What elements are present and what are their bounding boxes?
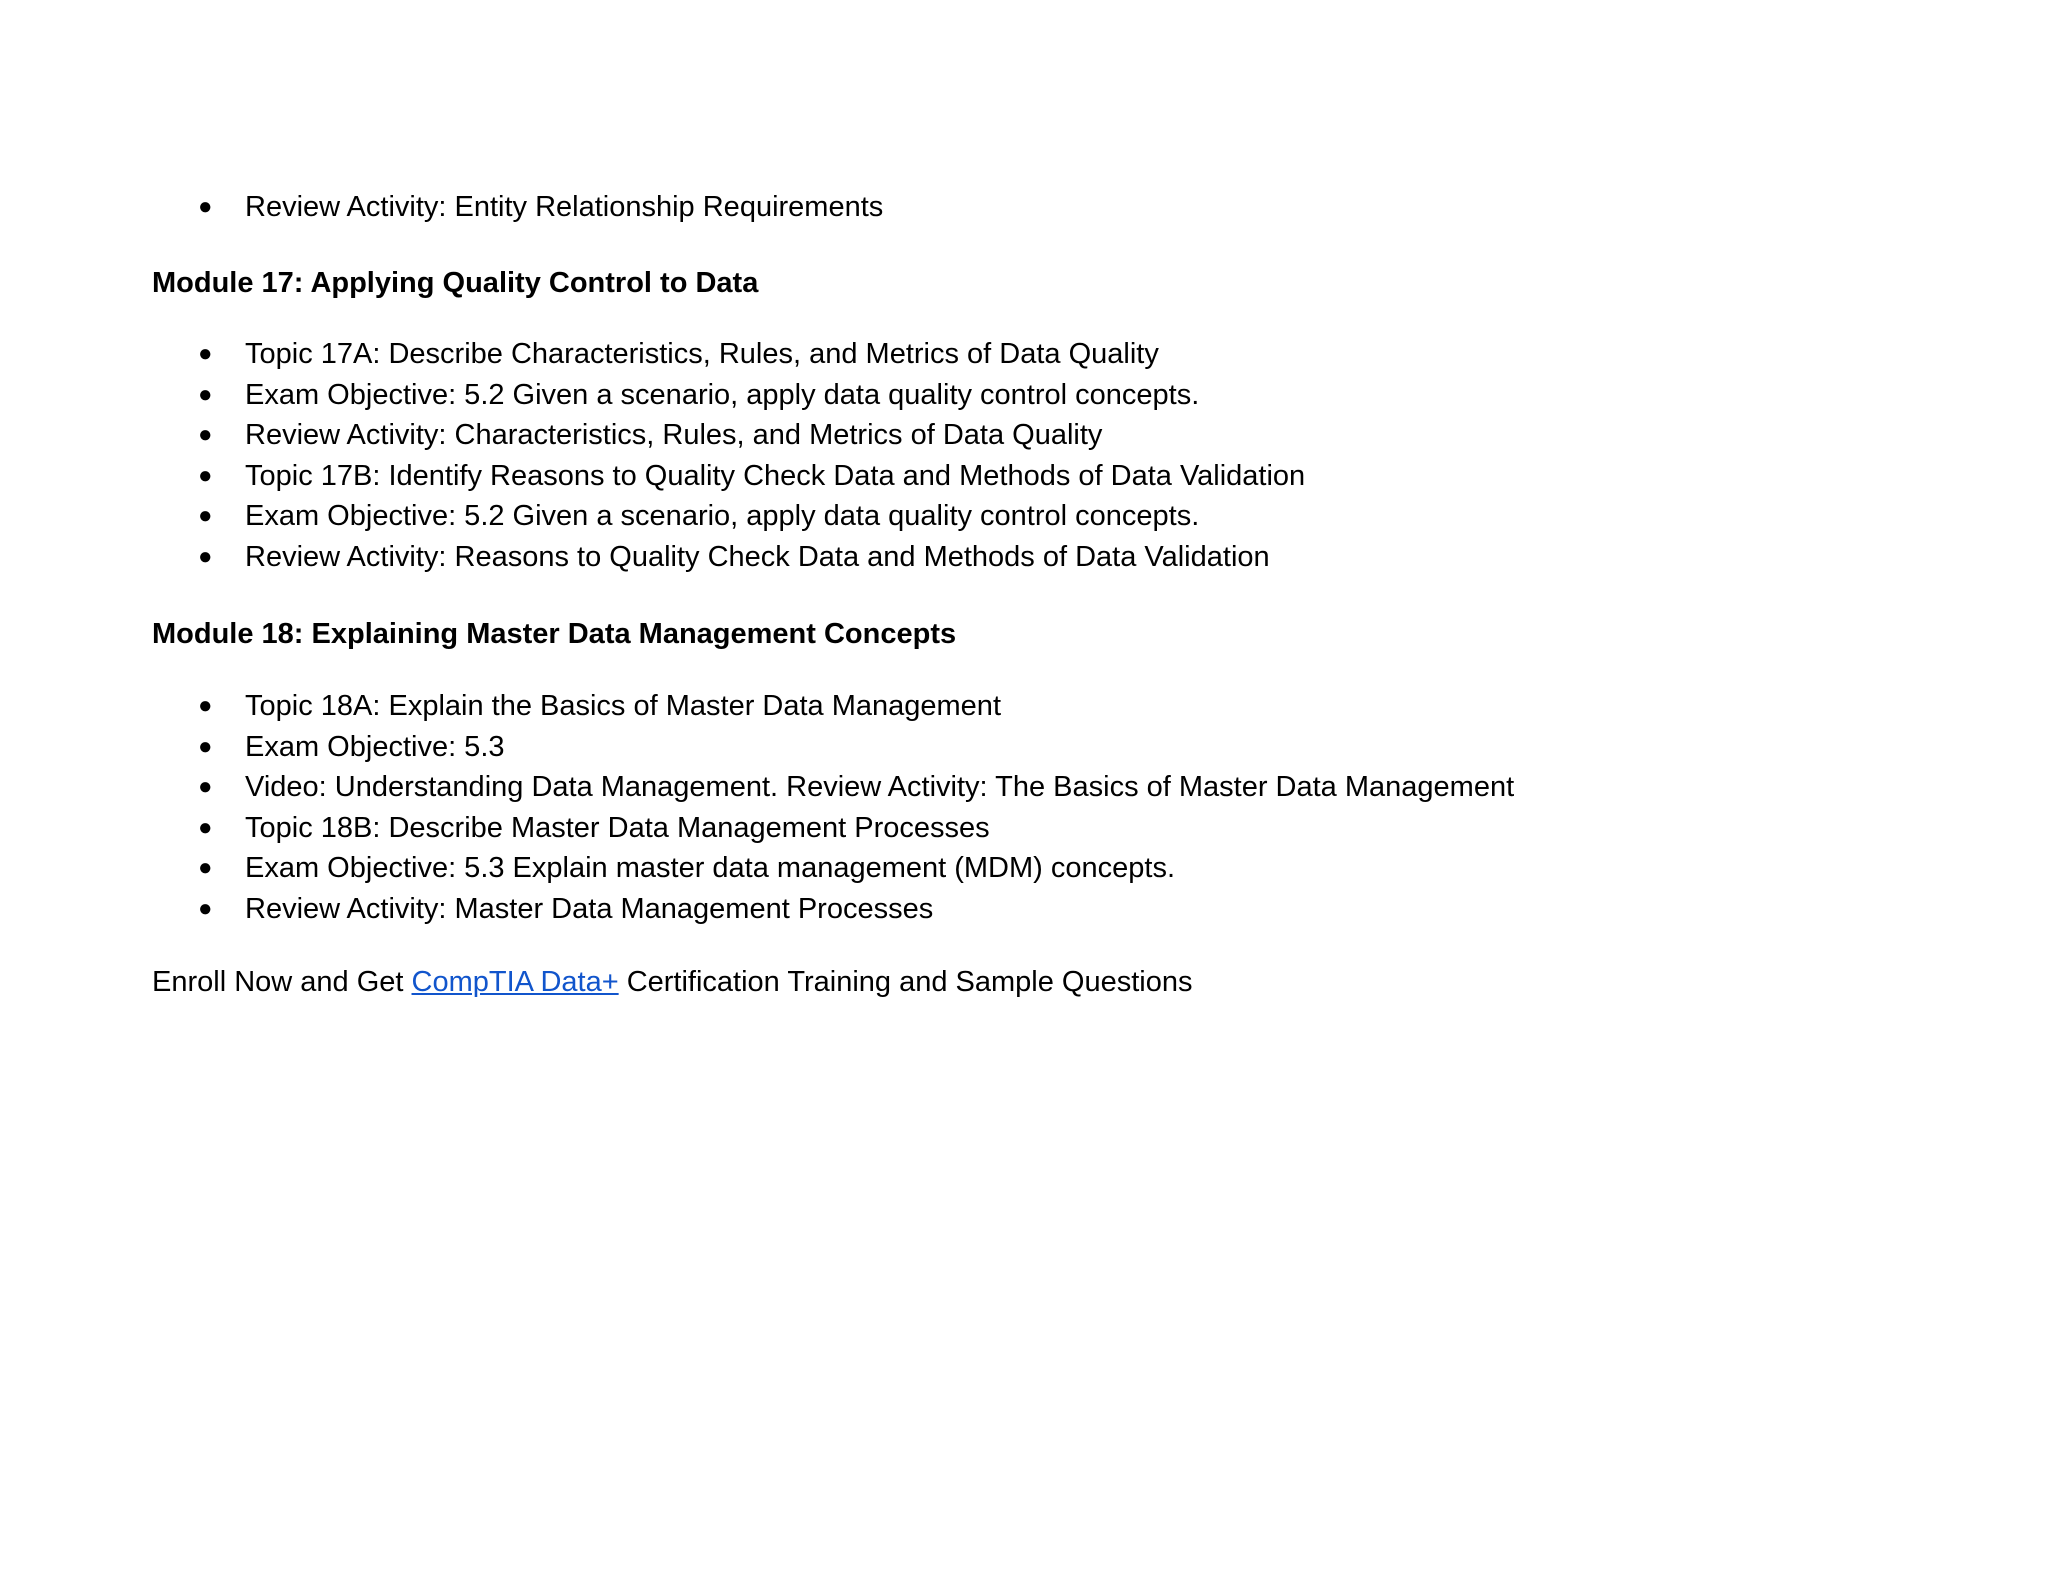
bullet-icon: ●	[198, 773, 213, 800]
list-item-text: Exam Objective: 5.3	[245, 730, 505, 763]
enroll-paragraph	[152, 962, 1193, 1002]
list-item-text: Topic 18A: Explain the Basics of Master Data Management	[245, 690, 1001, 722]
list-item-text: Video: Understanding Data Management. Review Activity: The Basics of Master Data Management	[245, 771, 1515, 803]
bullet-icon: ●	[198, 421, 213, 448]
bullet-icon: ●	[198, 692, 213, 719]
list-item-text: Review Activity: Master Data Management Processes	[245, 892, 934, 925]
list-item-text: Exam Objective: 5.2 Given a scenario, apply data quality control concepts.	[245, 378, 1200, 411]
list-item-text: Exam Objective: 5.3 Explain master data management (MDM) concepts.	[245, 852, 1175, 884]
bullet-icon: ●	[198, 542, 213, 570]
list-item-text: Review Activity: Entity Relationship Requirements	[245, 191, 884, 223]
enroll-prefix-text: Enroll Now and Get	[152, 966, 412, 998]
bullet-icon: ●	[198, 732, 213, 760]
module-17-heading: Module 17: Applying Quality Control to Data	[152, 267, 759, 299]
bullet-icon: ●	[198, 894, 213, 922]
bullet-icon: ●	[198, 854, 213, 881]
bullet-icon: ●	[198, 380, 213, 408]
list-item-text: Topic 17B: Identify Reasons to Quality Check Data and Methods of Data Validation	[245, 459, 1306, 492]
bullet-icon: ●	[198, 340, 213, 367]
bullet-icon: ●	[198, 461, 213, 489]
bullet-icon: ●	[198, 502, 213, 529]
comptia-data-plus-link[interactable]: CompTIA Data+	[411, 966, 619, 998]
list-item-text: Topic 17A: Describe Characteristics, Rules, and Metrics of Data Quality	[245, 338, 1159, 370]
bullet-icon: ●	[198, 193, 213, 220]
list-item-text: Review Activity: Characteristics, Rules, and Metrics of Data Quality	[245, 419, 1103, 451]
bullet-icon: ●	[198, 813, 213, 841]
enroll-suffix-text: Certification Training and Sample Questions	[618, 966, 1193, 998]
list-item-text: Topic 18B: Describe Master Data Management Processes	[245, 811, 990, 844]
list-item-text: Exam Objective: 5.2 Given a scenario, apply data quality control concepts.	[245, 500, 1200, 532]
list-item-text: Review Activity: Reasons to Quality Check Data and Methods of Data Validation	[245, 540, 1270, 573]
module-18-heading: Module 18: Explaining Master Data Management Concepts	[152, 618, 957, 650]
